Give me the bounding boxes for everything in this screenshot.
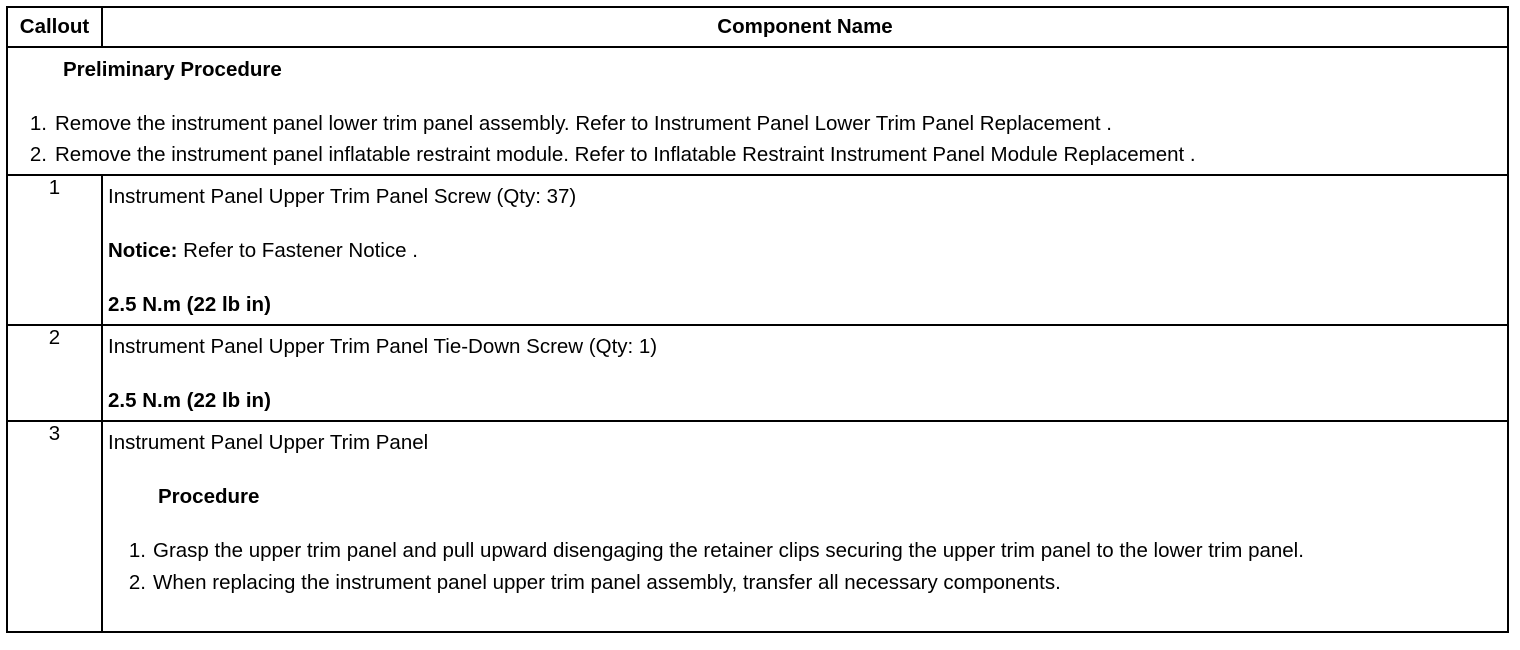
procedure-title: Procedure bbox=[158, 485, 260, 508]
header-row bbox=[7, 7, 1508, 47]
table-row bbox=[7, 325, 1508, 421]
procedure-steps bbox=[108, 539, 1507, 595]
step-text: When replacing the instrument panel upper trim panel assembly, transfer all necessary components. bbox=[153, 571, 1061, 594]
torque-spec: 2.5 N.m (22 lb in) bbox=[108, 389, 271, 412]
step-number: 1. bbox=[29, 112, 47, 135]
table-row bbox=[7, 175, 1508, 325]
callout-number: 3 bbox=[7, 421, 102, 632]
step-text: Remove the instrument panel lower trim panel assembly. Refer to Instrument Panel Lower Trim Panel Replacement . bbox=[55, 112, 1112, 135]
procedure-step bbox=[108, 539, 1507, 563]
component-cell bbox=[102, 325, 1508, 421]
preliminary-cell bbox=[7, 47, 1508, 175]
header-component-name: Component Name bbox=[102, 7, 1508, 47]
preliminary-title: Preliminary Procedure bbox=[63, 58, 282, 81]
step-number: 2. bbox=[29, 143, 47, 166]
callout-number: 2 bbox=[7, 325, 102, 421]
callout-number: 1 bbox=[7, 175, 102, 325]
procedure-step bbox=[108, 571, 1507, 595]
preliminary-step bbox=[8, 112, 1507, 136]
component-name: Instrument Panel Upper Trim Panel Screw (Qty: 37) bbox=[108, 185, 577, 208]
component-name: Instrument Panel Upper Trim Panel bbox=[108, 431, 429, 454]
preliminary-row bbox=[7, 47, 1508, 175]
component-table bbox=[6, 6, 1509, 633]
torque-spec: 2.5 N.m (22 lb in) bbox=[108, 293, 271, 316]
preliminary-step bbox=[8, 143, 1507, 167]
step-number: 2. bbox=[128, 571, 146, 594]
preliminary-steps bbox=[8, 112, 1507, 167]
notice bbox=[108, 239, 1507, 263]
step-text: Grasp the upper trim panel and pull upward disengaging the retainer clips securing the upper trim panel to the lower trim panel. bbox=[153, 539, 1304, 562]
component-cell bbox=[102, 421, 1508, 632]
step-text: Remove the instrument panel inflatable restraint module. Refer to Inflatable Restraint Instrument Panel Module Replacement . bbox=[55, 143, 1196, 166]
table-row bbox=[7, 421, 1508, 632]
notice-text: Refer to Fastener Notice . bbox=[177, 239, 418, 262]
component-name: Instrument Panel Upper Trim Panel Tie-Down Screw (Qty: 1) bbox=[108, 335, 658, 358]
step-number: 1. bbox=[128, 539, 146, 562]
component-cell bbox=[102, 175, 1508, 325]
header-callout: Callout bbox=[7, 7, 102, 47]
notice-label: Notice: bbox=[108, 239, 178, 262]
